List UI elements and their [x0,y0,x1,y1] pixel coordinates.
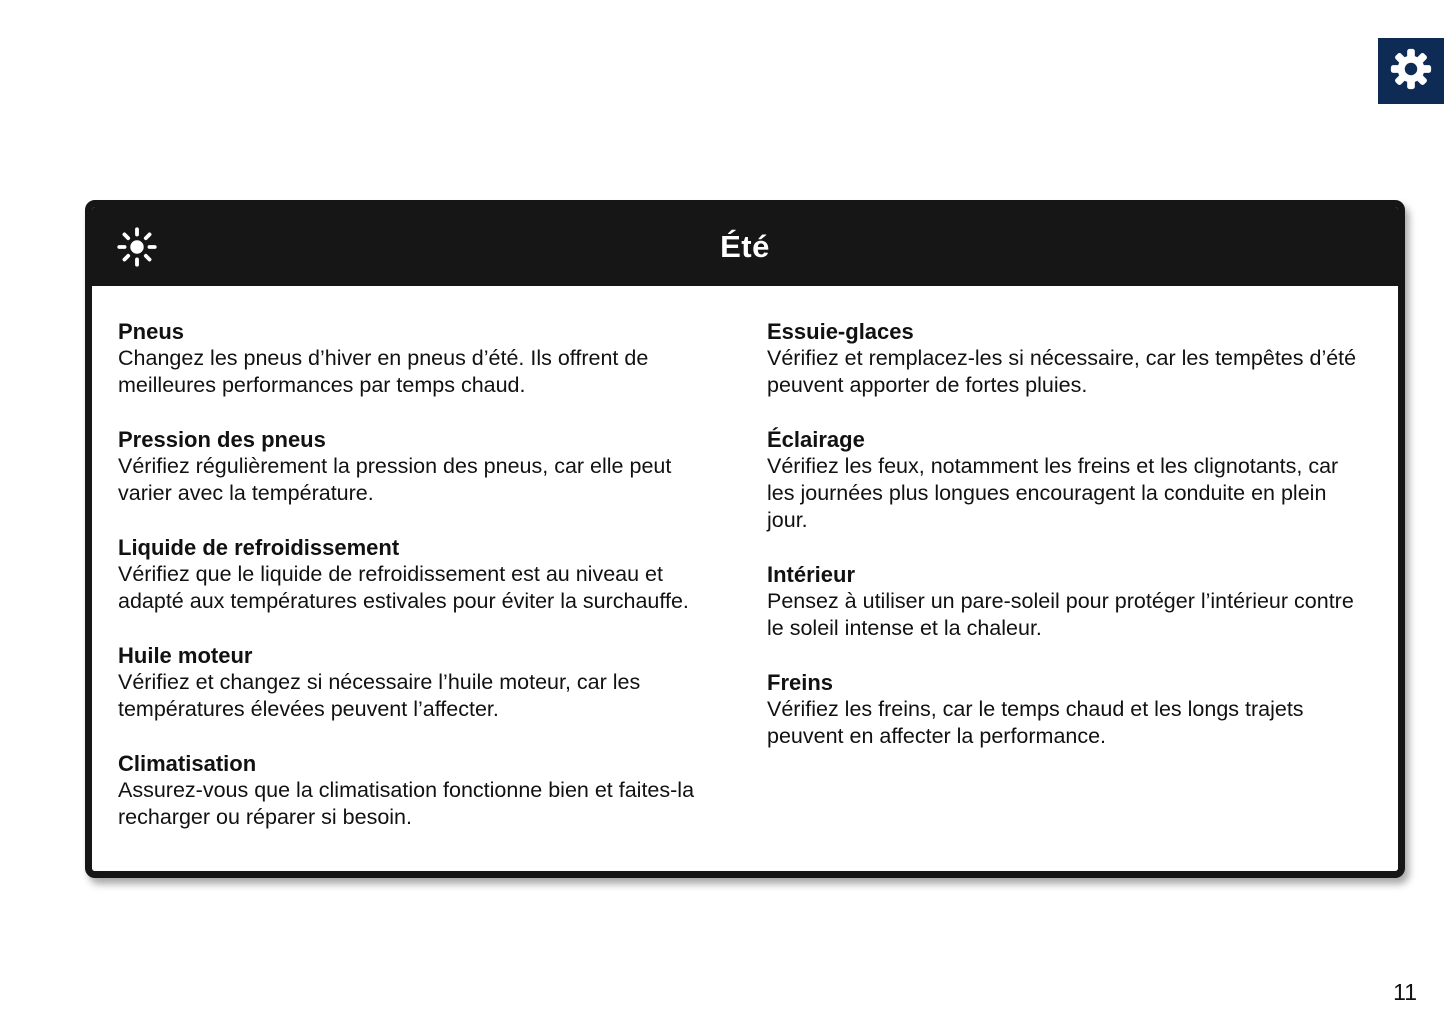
section-title: Pression des pneus [118,427,326,452]
section-pneus [118,318,721,399]
section-eclairage [767,426,1370,534]
section-body: Changez les pneus d’hiver en pneus d’été. Ils offrent de meilleures performances par temps chaud. [118,346,649,397]
card-header [92,207,1398,286]
sun-icon [114,224,160,270]
section-title: Liquide de refroidissement [118,535,400,560]
section-climatisation [118,750,721,831]
section-essuie-glaces [767,318,1370,399]
section-title: Freins [767,670,834,695]
section-title: Intérieur [767,562,856,587]
section-pression-des-pneus [118,426,721,507]
section-body: Vérifiez les feux, notamment les freins et les clignotants, car les journées plus longues encouragent la conduite en plein jour. [767,454,1339,532]
card-body [92,286,1398,871]
right-column [767,318,1370,847]
card-title: Été [720,228,770,264]
summer-maintenance-card [85,200,1405,878]
left-column [118,318,721,847]
section-title: Climatisation [118,751,257,776]
section-body: Vérifiez que le liquide de refroidissement est au niveau et adapté aux températures estivales pour éviter la surchauffe. [118,562,689,613]
section-title: Éclairage [767,427,865,452]
section-title: Pneus [118,319,185,344]
section-interieur [767,561,1370,642]
gear-tile [1378,38,1444,104]
section-title: Essuie-glaces [767,319,914,344]
page-number: 11 [1393,979,1417,1005]
section-body: Vérifiez et changez si nécessaire l’huile moteur, car les températures élevées peuvent l’affecter. [118,670,641,721]
section-title: Huile moteur [118,643,253,668]
section-freins [767,669,1370,750]
section-body: Assurez-vous que la climatisation fonctionne bien et faites-la recharger ou réparer si besoin. [118,778,695,829]
section-huile-moteur [118,642,721,723]
section-liquide-de-refroidissement [118,534,721,615]
gear-icon [1388,46,1434,97]
section-body: Vérifiez régulièrement la pression des pneus, car elle peut varier avec la température. [118,454,672,505]
section-body: Vérifiez les freins, car le temps chaud et les longs trajets peuvent en affecter la performance. [767,697,1304,748]
section-body: Pensez à utiliser un pare-soleil pour protéger l’intérieur contre le soleil intense et la chaleur. [767,589,1354,640]
section-body: Vérifiez et remplacez-les si nécessaire, car les tempêtes d’été peuvent apporter de fortes pluies. [767,346,1357,397]
